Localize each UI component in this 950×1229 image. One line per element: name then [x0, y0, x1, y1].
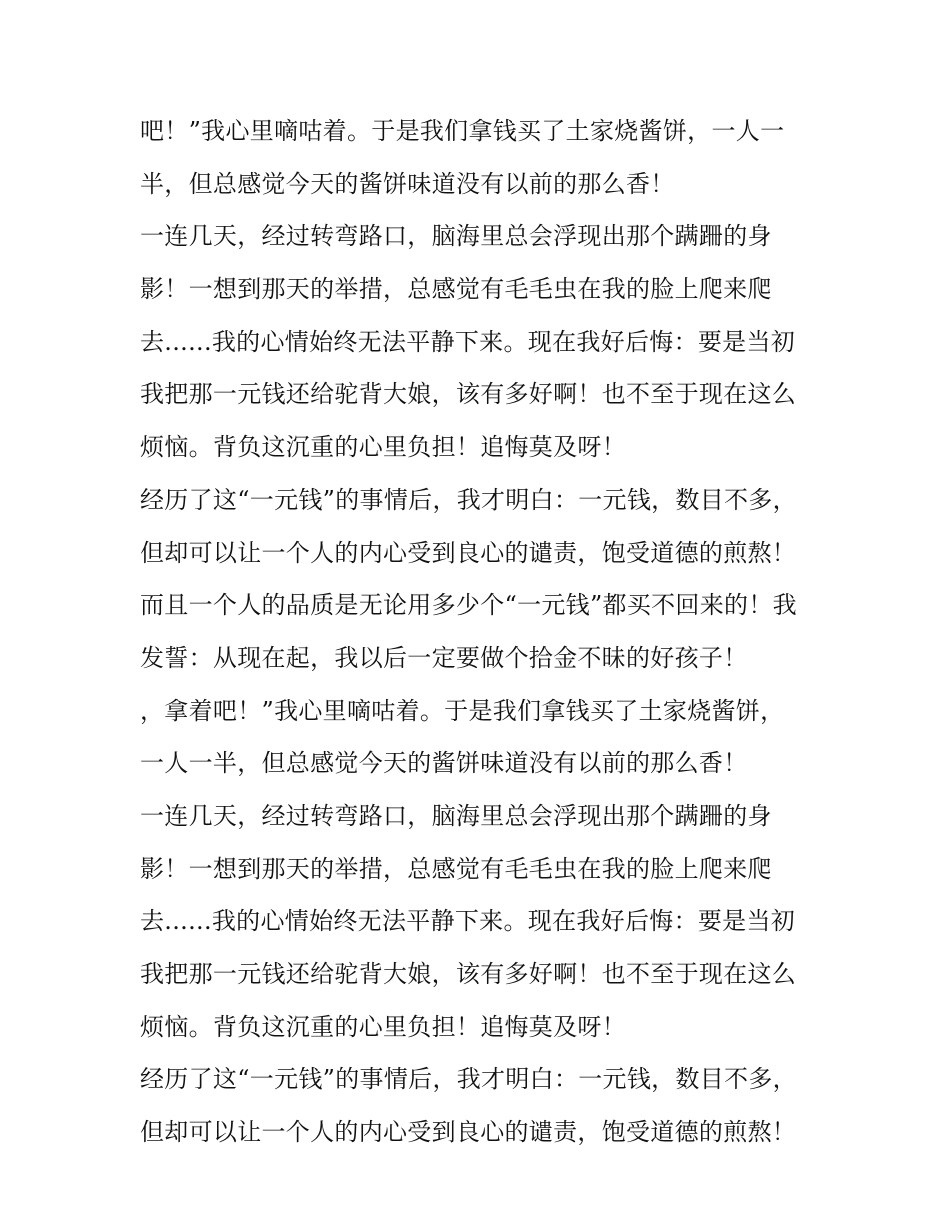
- body-text: [140, 105, 830, 1159]
- text-line: 但却可以让一个人的内心受到良心的谴责，饱受道德的煎熬！: [140, 538, 797, 567]
- text-line: 一连几天，经过转弯路口，脑海里总会浮现出那个蹒跚的身: [140, 801, 772, 830]
- text-line: 吧！”我心里嘀咕着。于是我们拿钱买了土家烧酱饼，一人一: [140, 117, 785, 145]
- text-line: 我把那一元钱还给驼背大娘，该有多好啊！也不至于现在这么: [140, 380, 797, 409]
- text-line: 去......我的心情始终无法平静下来。现在我好后悔：要是当初: [140, 327, 796, 356]
- text-line: 影！一想到那天的举措，总感觉有毛毛虫在我的脸上爬来爬: [140, 854, 772, 883]
- text-line: 发誓：从现在起，我以后一定要做个拾金不昧的好孩子！: [140, 643, 748, 672]
- text-line: 去......我的心情始终无法平静下来。现在我好后悔：要是当初: [140, 907, 796, 936]
- text-line: 而且一个人的品质是无论用多少个“一元钱”都买不回来的！我: [140, 591, 797, 620]
- text-line: ，拿着吧！”我心里嘀咕着。于是我们拿钱买了土家烧酱饼，: [140, 696, 785, 725]
- text-line: 一人一半，但总感觉今天的酱饼味道没有以前的那么香！: [140, 749, 748, 778]
- text-line: 我把那一元钱还给驼背大娘，该有多好啊！也不至于现在这么: [140, 960, 797, 988]
- text-line: 但却可以让一个人的内心受到良心的谴责，饱受道德的煎熬！: [140, 1118, 797, 1147]
- text-line: 烦恼。背负这沉重的心里负担！追悔莫及呀！: [140, 433, 626, 462]
- text-line: 影！一想到那天的举措，总感觉有毛毛虫在我的脸上爬来爬: [140, 275, 772, 304]
- text-line: 烦恼。背负这沉重的心里负担！追悔莫及呀！: [140, 1012, 626, 1041]
- text-line: 一连几天，经过转弯路口，脑海里总会浮现出那个蹒跚的身: [140, 222, 772, 251]
- text-line: 经历了这“一元钱”的事情后，我才明白：一元钱，数目不多，: [140, 485, 797, 514]
- text-line: 半，但总感觉今天的酱饼味道没有以前的那么香！: [140, 169, 675, 198]
- text-line: 经历了这“一元钱”的事情后，我才明白：一元钱，数目不多，: [140, 1065, 797, 1094]
